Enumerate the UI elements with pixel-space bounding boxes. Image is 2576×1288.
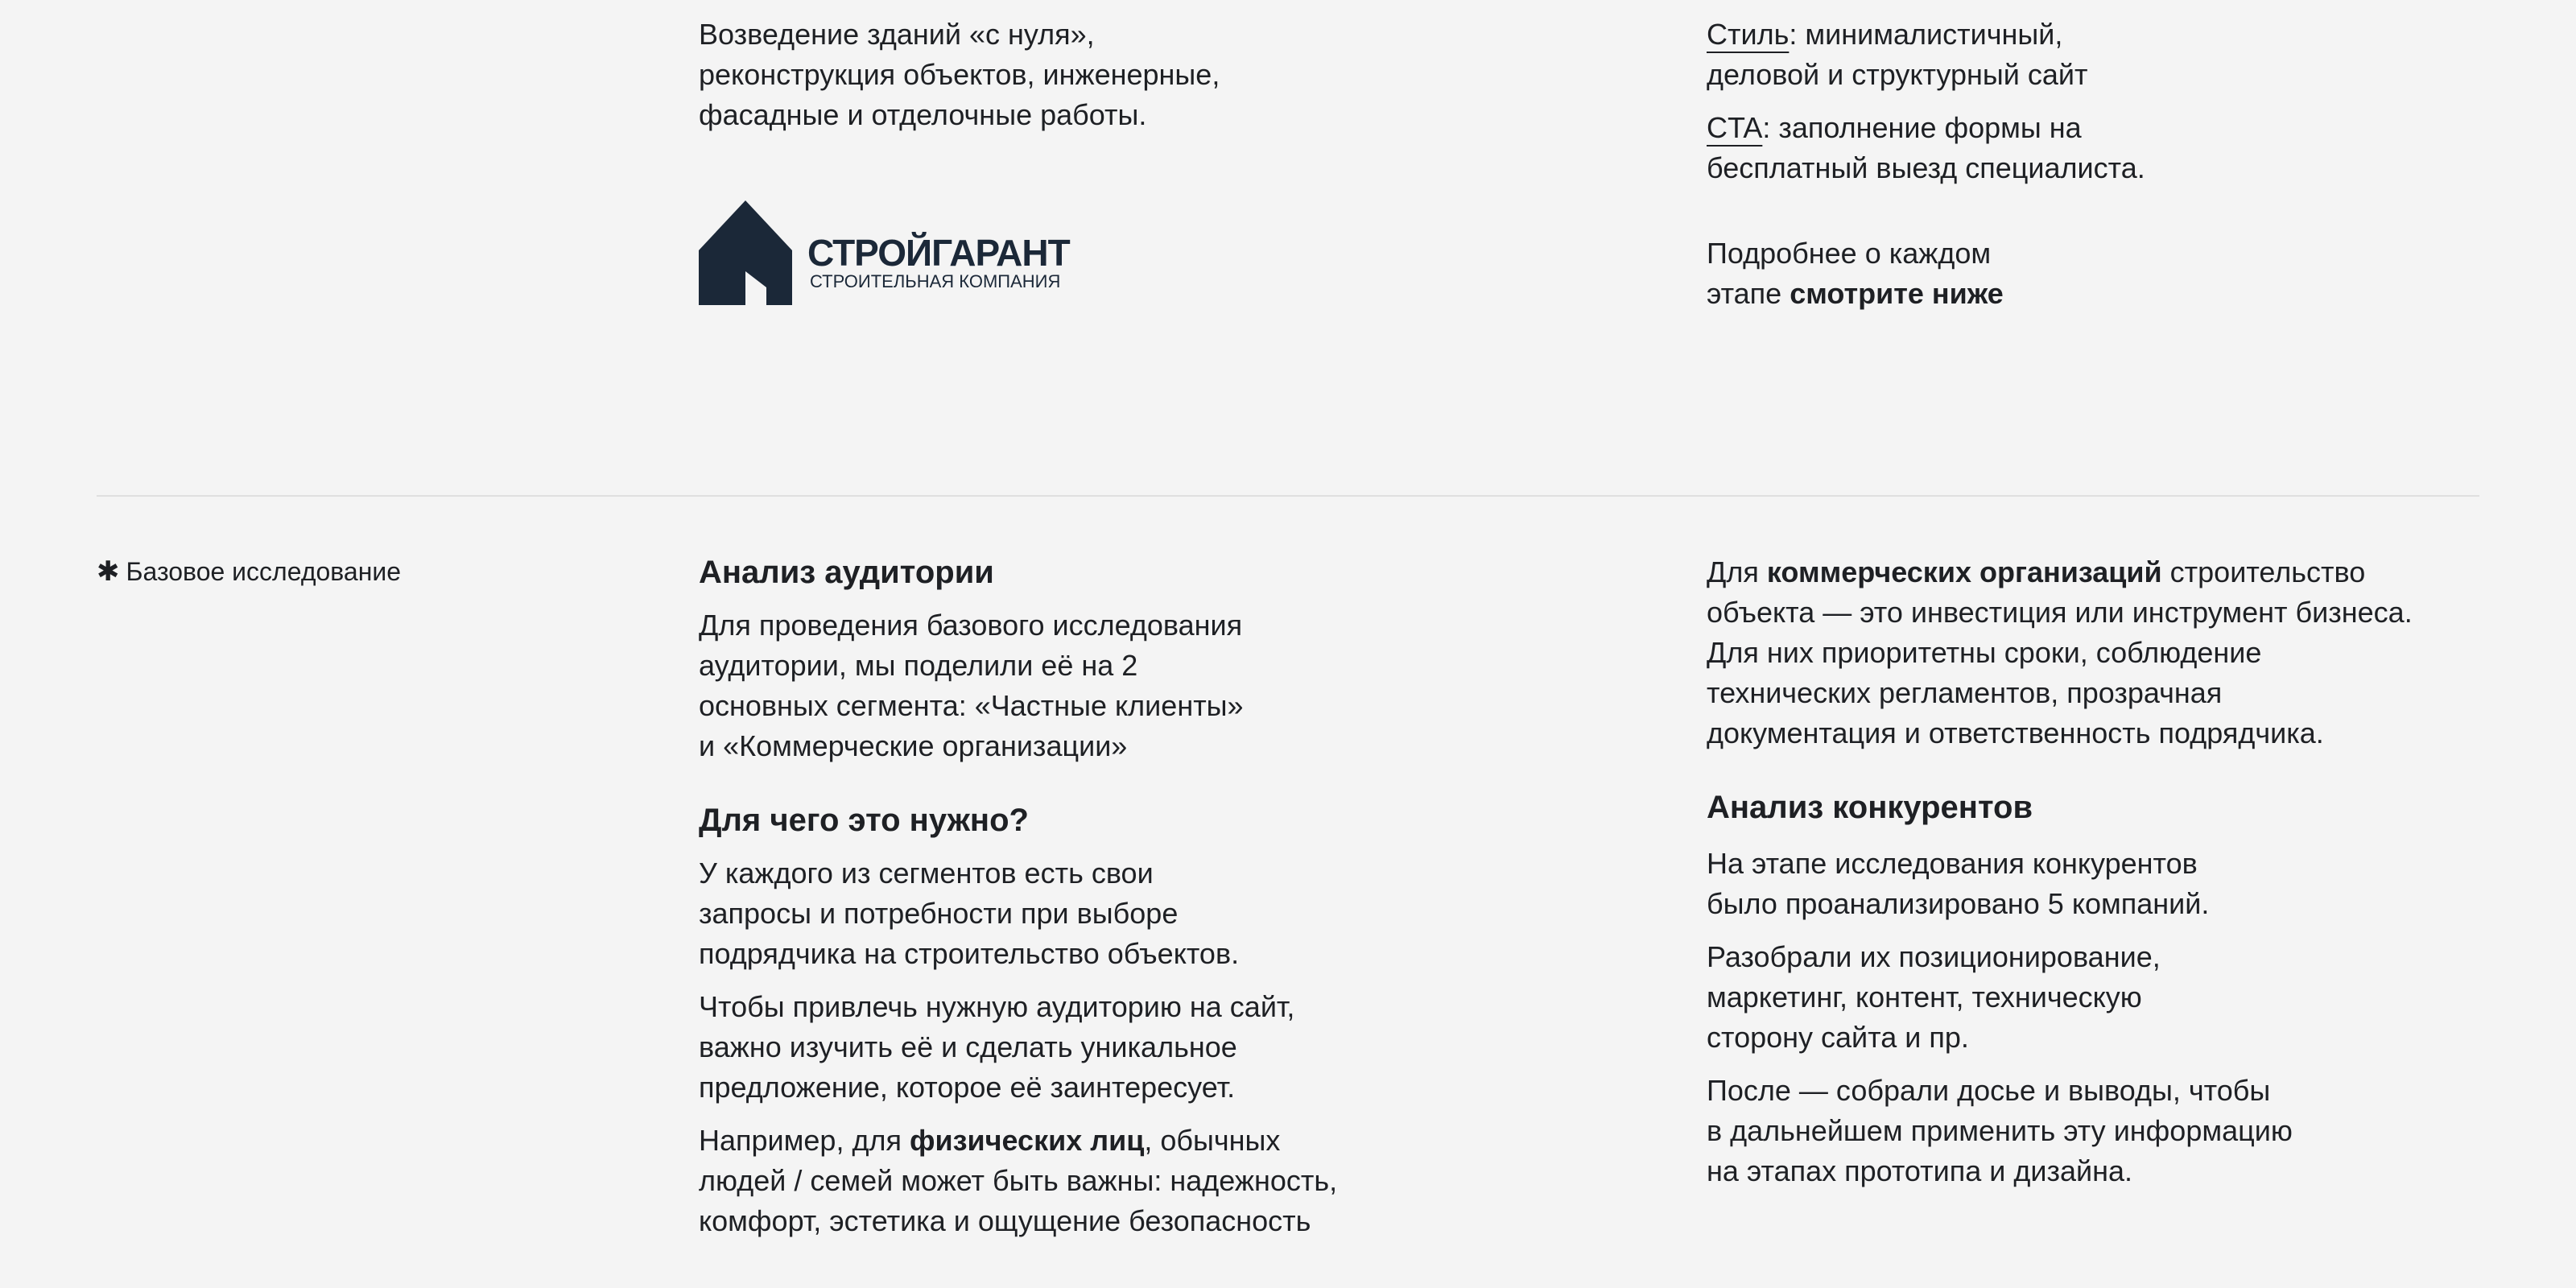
intro-line: реконструкция объектов, инженерные,: [699, 58, 1220, 91]
asterisk-icon: ✱: [97, 556, 120, 587]
commercial-prefix: Для: [1707, 555, 1767, 588]
why-line: У каждого из сегментов есть свои: [699, 857, 1154, 890]
commercial-line: объекта — это инвестиция или инструмент бизнеса.: [1707, 596, 2413, 629]
section-label-text: Базовое исследование: [126, 557, 402, 586]
more-prefix: этапе: [1707, 277, 1790, 310]
competitors-line: Разобрали их позиционирование,: [1707, 940, 2161, 973]
competitors-line: сторону сайта и пр.: [1707, 1021, 1969, 1054]
intro-text: [699, 14, 1343, 135]
cta-label: CTA: [1707, 111, 1763, 144]
style-note-line2: деловой и структурный сайт: [1707, 58, 2088, 91]
why-line: запросы и потребности при выборе: [699, 897, 1179, 930]
commercial-line: документация и ответственность подрядчика.: [1707, 716, 2324, 749]
audience-intro-line: и «Коммерческие организации»: [699, 729, 1128, 762]
why-title: Для чего это нужно?: [699, 803, 1029, 838]
why-line: предложение, которое её заинтересует.: [699, 1071, 1236, 1104]
why-example-bold: физических лиц: [909, 1124, 1145, 1157]
competitors-line: После — собрали досье и выводы, чтобы: [1707, 1074, 2271, 1107]
commercial-line: [1707, 552, 2560, 592]
section-label: [97, 552, 401, 591]
section-divider: [97, 495, 2479, 497]
more-note: Подробнее о каждом: [1707, 237, 1992, 270]
commercial-suffix: строительство: [2161, 555, 2366, 588]
logo-subtitle: СТРОИТЕЛЬНАЯ КОМПАНИЯ: [810, 271, 1061, 291]
competitors-line: маркетинг, контент, техническую: [1707, 980, 2142, 1013]
cta-note: [1707, 108, 2512, 148]
commercial-bold: коммерческих организаций: [1766, 555, 2162, 588]
audience-intro-line: аудитории, мы поделили её на 2: [699, 649, 1138, 682]
cta-text: : заполнение формы на: [1762, 111, 2082, 144]
why-example-prefix: Например, для: [699, 1124, 910, 1157]
commercial-and-competitors: [1707, 552, 2560, 1191]
why-line: комфорт, эстетика и ощущение безопасность: [699, 1204, 1311, 1237]
competitors-title: Анализ конкурентов: [1707, 790, 2033, 825]
company-logo: [699, 200, 1070, 305]
intro-line: фасадные и отделочные работы.: [699, 98, 1147, 131]
commercial-line: Для них приоритетны сроки, соблюдение: [1707, 636, 2262, 669]
style-text: : минималистичный,: [1789, 18, 2063, 51]
more-note-line2: [1707, 274, 2512, 314]
audience-intro-line: Для проведения базового исследования: [699, 609, 1243, 642]
why-line: важно изучить её и сделать уникальное: [699, 1030, 1237, 1063]
why-line: [699, 1121, 1504, 1161]
why-example-suffix: , обычных: [1144, 1124, 1281, 1157]
competitors-line: На этапе исследования конкурентов: [1707, 847, 2198, 880]
style-label: Стиль: [1707, 18, 1790, 51]
more-link-text: смотрите ниже: [1790, 277, 2004, 310]
project-notes: [1707, 14, 2512, 314]
competitors-line: в дальнейшем применить эту информацию: [1707, 1114, 2293, 1147]
competitors-line: было проанализировано 5 компаний.: [1707, 887, 2210, 920]
intro-line: Возведение зданий «с нуля»,: [699, 18, 1095, 51]
why-line: Чтобы привлечь нужную аудиторию на сайт,: [699, 990, 1295, 1023]
logo-name: СТРОЙГАРАНТ: [807, 232, 1070, 274]
audience-analysis: [699, 552, 1504, 1241]
audience-title: Анализ аудитории: [699, 555, 994, 590]
why-line: людей / семей может быть важны: надежность,: [699, 1164, 1338, 1197]
why-line: подрядчика на строительство объектов.: [699, 937, 1240, 970]
commercial-line: технических регламентов, прозрачная: [1707, 676, 2223, 709]
style-note: [1707, 14, 2512, 55]
audience-intro-line: основных сегмента: «Частные клиенты»: [699, 689, 1244, 722]
cta-note-line2: бесплатный выезд специалиста.: [1707, 151, 2145, 184]
house-roof-icon: [699, 200, 795, 305]
competitors-line: на этапах прототипа и дизайна.: [1707, 1154, 2133, 1187]
